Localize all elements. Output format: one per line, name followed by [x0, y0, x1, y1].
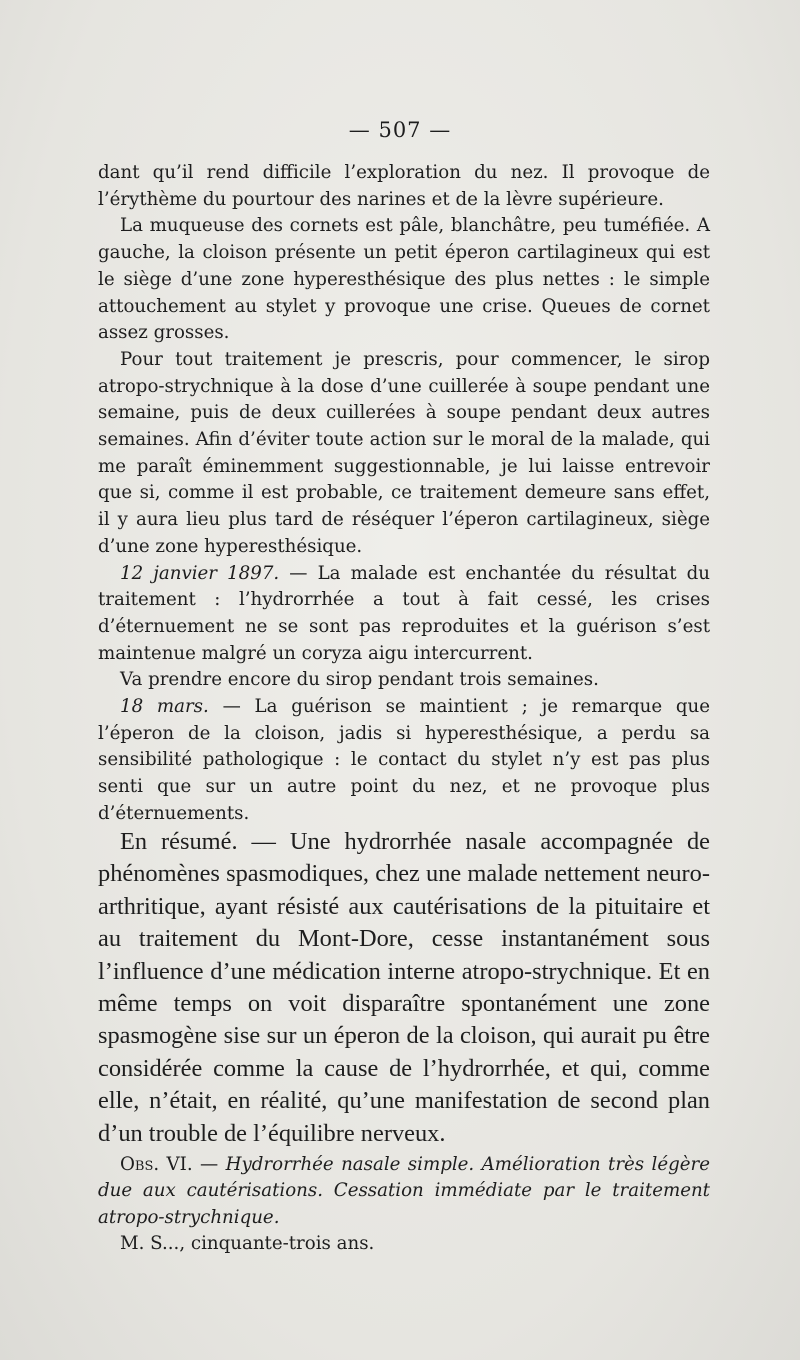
observation-description: Hydrorrhée nasale simple. Amélioration très légère due aux cautérisations. Cessation immédiate par le traitement atropo-strychnique.: [98, 1154, 710, 1228]
patient-line: M. S..., cinquante-trois ans.: [120, 1232, 375, 1254]
summary-section: [98, 826, 710, 1150]
observation-label: Obs. VI.: [120, 1154, 193, 1175]
summary-paragraph: En résumé. — Une hydrorrhée nasale accompagnée de phénomènes spasmodiques, chez une malade nettement neuro-arthritique, ayant résisté aux cautérisations de la pituitaire et au traitement du Mont-Dore, cesse instantanément sous l’influence d’une médication interne atropo-strychnique. Et en même temps on voit disparaître spontanément une zone spasmogène sise sur un éperon de la cloison, qui aurait pu être considérée comme la cause de l’hydrorrhée, et qui, comme elle, n’était, en réalité, qu’une manifestation de second plan d’un trouble de l’équilibre nerveux.: [98, 828, 710, 1147]
observation-dash: —: [192, 1154, 226, 1175]
entry-january: [98, 561, 710, 668]
entry-text: — La guérison se maintient ; je remarque que l’éperon de la cloison, jadis si hyperesthésique, a perdu sa sensibilité pathologique : le contact du stylet n’y est pas plus senti que sur un autre point du nez, et ne provoque plus d’éternuements.: [98, 696, 711, 824]
observation-title: [98, 1152, 710, 1231]
page-number: — 507 —: [348, 118, 452, 142]
case-notes: [98, 160, 710, 828]
entry-date: 18 mars.: [120, 696, 209, 718]
entry-march: [98, 694, 710, 828]
entry-text: — La malade est enchantée du résultat du traitement : l’hydrorrhée a tout à fait cessé, les crises d’éternuement ne se sont pas reproduites et la guérison s’est maintenue malgré un coryza aigu intercurrent.: [98, 562, 710, 664]
paragraph-continuation: dant qu’il rend difficile l’exploration du nez. Il provoque de l’érythème du pourtour des narines et de la lèvre supérieure.: [98, 162, 710, 210]
paragraph-mucosa: La muqueuse des cornets est pâle, blanchâtre, peu tuméfiée. A gauche, la cloison présente un petit éperon cartilagineux qui est le siège d’une zone hyperesthésique des plus nettes : le simple attouchement au stylet y provoque une crise. Queues de cornet assez grosses.: [98, 215, 710, 344]
entry-date: 12 janvier 1897.: [120, 562, 280, 584]
entry-followup: Va prendre encore du sirop pendant trois semaines.: [120, 669, 599, 691]
observation-heading: [98, 1152, 710, 1257]
paragraph-treatment: Pour tout traitement je prescris, pour commencer, le sirop atropo-strychnique à la dose d’une cuillerée à soupe pendant une semaine, puis de deux cuillerées à soupe pendant deux autres semaines. Afin d’éviter toute action sur le moral de la malade, qui me paraît éminemment suggestionnable, je lui laisse entrevoir que si, comme il est probable, ce traitement demeure sans effet, il y aura lieu plus tard de réséquer l’éperon cartilagineux, siège d’une zone hyperesthésique.: [98, 348, 710, 557]
